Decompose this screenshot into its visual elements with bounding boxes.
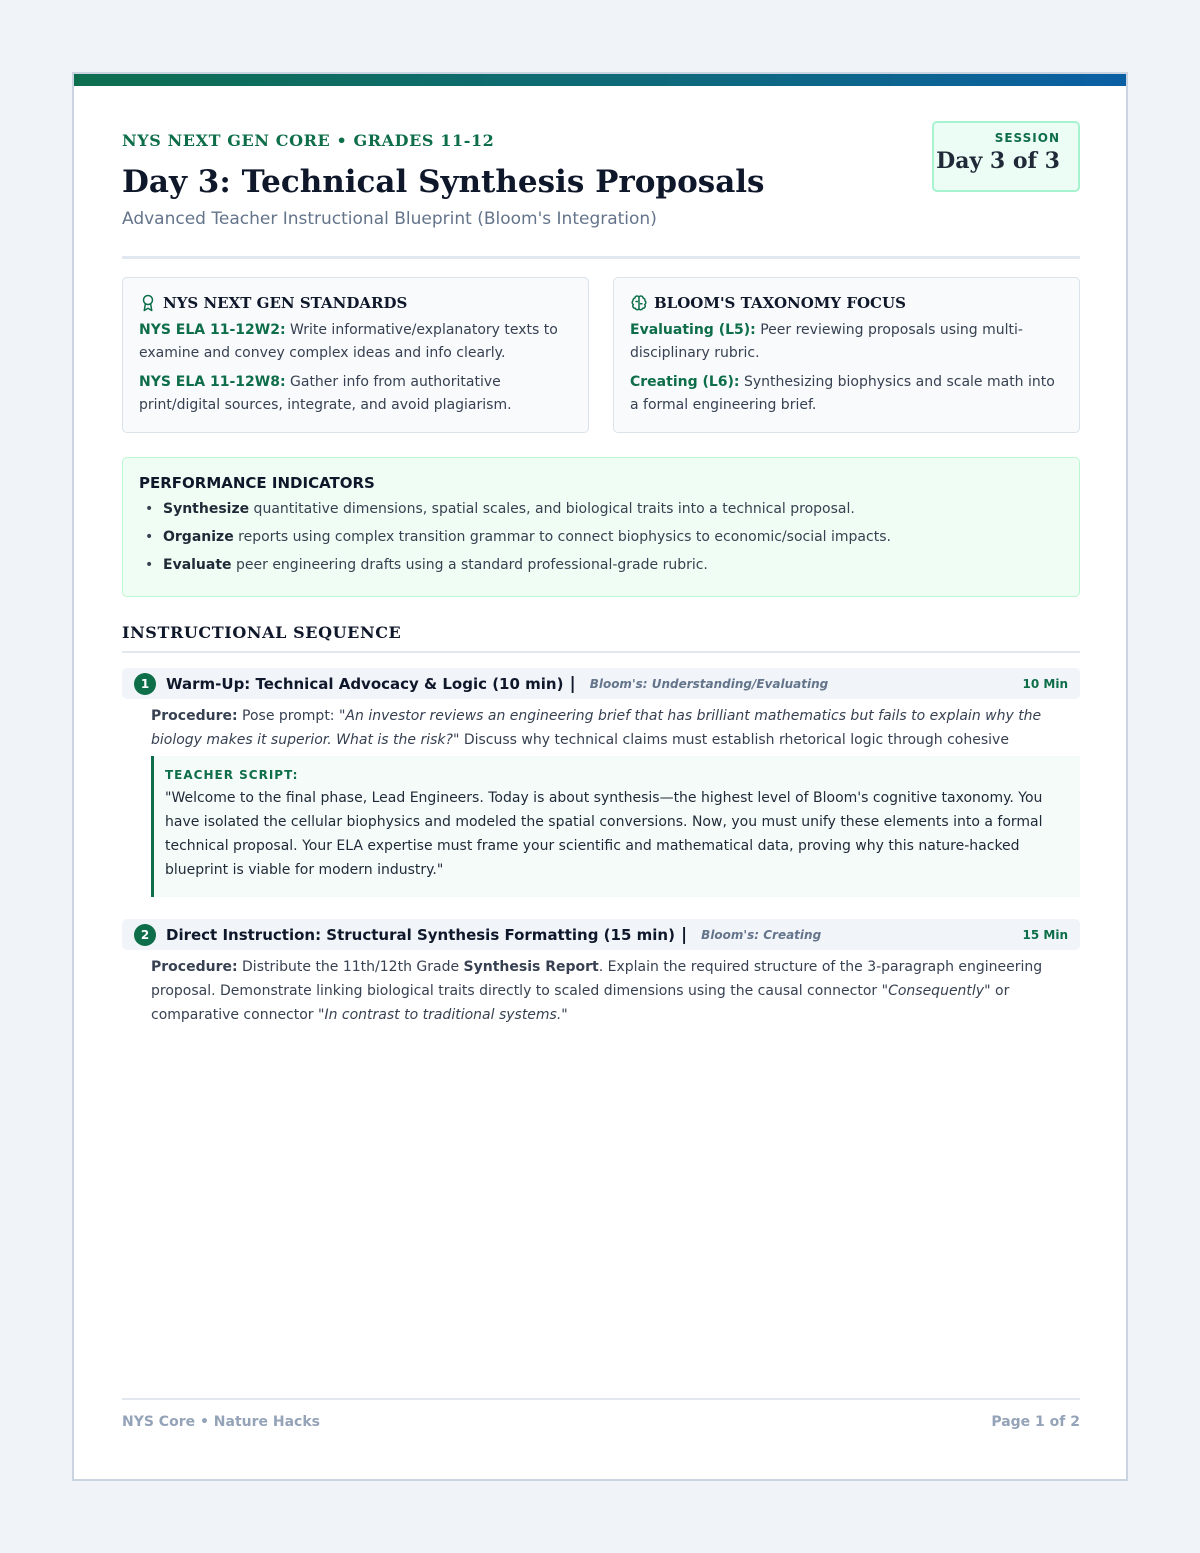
header-divider	[122, 256, 1080, 259]
standard-item	[139, 371, 572, 417]
standards-heading-row	[139, 294, 572, 312]
synthesis-report-term: Synthesis Report	[463, 959, 599, 975]
indicator-text: peer engineering drafts using a standard professional-grade rubric.	[231, 557, 708, 573]
bloom-text: Synthesizing biophysics and scale math into a formal engineering brief.	[630, 374, 1055, 413]
sequence-divider	[122, 651, 1080, 653]
teacher-script-box	[151, 756, 1080, 897]
procedure-label: Procedure:	[151, 708, 238, 724]
procedure-text: or comparative connector	[151, 983, 1010, 1023]
course-kicker: NYS NEXT GEN CORE • GRADES 11-12	[122, 131, 495, 150]
session-label: SESSION	[994, 131, 1060, 145]
step-title: Direct Instruction: Structural Synthesis Formatting (15 min)	[166, 925, 675, 944]
page-subtitle: Advanced Teacher Instructional Blueprint (Bloom's Integration)	[122, 209, 657, 229]
list-item	[139, 556, 1063, 575]
performance-list	[139, 500, 1063, 575]
step-bloom-level: Bloom's: Creating	[701, 927, 822, 942]
procedure-prompt-quote: "An investor reviews an engineering brief that has brilliant mathematics but fails to explain why the biology makes it superior. What is the risk?"	[151, 708, 1042, 748]
page-content	[122, 86, 1080, 1479]
blooms-heading-row	[630, 294, 1063, 312]
footer-course-label: NYS Core • Nature Hacks	[122, 1414, 321, 1430]
standard-code: NYS ELA 11-12W2:	[139, 322, 286, 338]
step-1-header	[122, 668, 1080, 699]
connector-quote: "In contrast to traditional systems."	[318, 1007, 568, 1023]
standards-heading: NYS NEXT GEN STANDARDS	[163, 294, 408, 312]
indicator-verb: Evaluate	[163, 557, 232, 573]
standard-code: NYS ELA 11-12W8:	[139, 374, 286, 390]
teacher-script-label: TEACHER SCRIPT:	[165, 768, 299, 782]
indicator-text: reports using complex transition grammar to connect biophysics to economic/social impacts.	[233, 529, 891, 545]
teacher-script-text: "Welcome to the final phase, Lead Engineers. Today is about synthesis—the highest level of Bloom's cognitive taxonomy. You have isolated the cellular biophysics and modeled the spatial conversions. Now, you must unify these elements into a formal technical proposal. Your ELA expertise must frame your scientific and mathematical data, proving why this nature-hacked blueprint is viable for modern industry."	[165, 790, 1043, 878]
step-bloom-level: Bloom's: Understanding/Evaluating	[589, 676, 829, 691]
blooms-heading: BLOOM'S TAXONOMY FOCUS	[654, 294, 906, 312]
performance-indicators-box	[122, 457, 1080, 597]
award-ribbon-icon	[139, 294, 157, 312]
step-separator: |	[680, 924, 688, 945]
document-page	[72, 72, 1128, 1481]
bloom-text: Peer reviewing proposals using multi-disciplinary rubric.	[630, 322, 1023, 361]
footer-divider	[122, 1398, 1080, 1400]
standard-text: Gather info from authoritative print/digital sources, integrate, and avoid plagiarism.	[139, 374, 512, 413]
bloom-level: Evaluating (L5):	[630, 322, 756, 338]
step-2-header	[122, 919, 1080, 950]
list-item	[139, 528, 1063, 547]
procedure-text: Distribute the 11th/12th Grade	[237, 959, 464, 975]
sequence-title: INSTRUCTIONAL SEQUENCE	[122, 623, 402, 642]
step-title: Warm-Up: Technical Advocacy & Logic (10 min)	[166, 674, 564, 693]
bloom-item	[630, 371, 1063, 417]
procedure-text: Discuss why technical claims must establish rhetorical logic through cohesive	[463, 732, 1009, 748]
bloom-level: Creating (L6):	[630, 374, 740, 390]
indicator-verb: Synthesize	[163, 501, 250, 517]
list-item	[139, 500, 1063, 519]
top-accent-bar	[74, 74, 1126, 86]
step-duration: 10 Min	[1022, 676, 1068, 691]
step-duration: 15 Min	[1022, 927, 1068, 942]
step-separator: |	[569, 673, 576, 694]
page-number: Page 1 of 2	[991, 1414, 1080, 1430]
page-title: Day 3: Technical Synthesis Proposals	[122, 164, 765, 200]
standard-text: Write informative/explanatory texts to examine and convey complex ideas and info clearly.	[139, 322, 558, 361]
session-badge	[932, 121, 1080, 192]
blooms-card	[613, 277, 1080, 433]
session-value: Day 3 of 3	[936, 148, 1060, 174]
indicator-text: quantitative dimensions, spatial scales, and biological traits into a technical proposal.	[249, 501, 855, 517]
connector-quote: "Consequently"	[881, 983, 991, 999]
indicator-verb: Organize	[163, 529, 234, 545]
step-number-badge: 2	[134, 924, 156, 946]
brain-icon	[630, 294, 648, 312]
step-number-badge: 1	[134, 673, 156, 695]
step-2-procedure	[151, 955, 1080, 1027]
bloom-item	[630, 319, 1063, 365]
procedure-text: . Explain the required structure of the 3-paragraph engineering proposal. Demonstrate linking biological traits directly to scaled dimensions using the causal connector	[151, 959, 1043, 999]
performance-heading: PERFORMANCE INDICATORS	[139, 474, 375, 492]
standard-item	[139, 319, 572, 365]
procedure-label: Procedure:	[151, 959, 238, 975]
standards-card	[122, 277, 589, 433]
procedure-text: Pose prompt:	[237, 708, 339, 724]
